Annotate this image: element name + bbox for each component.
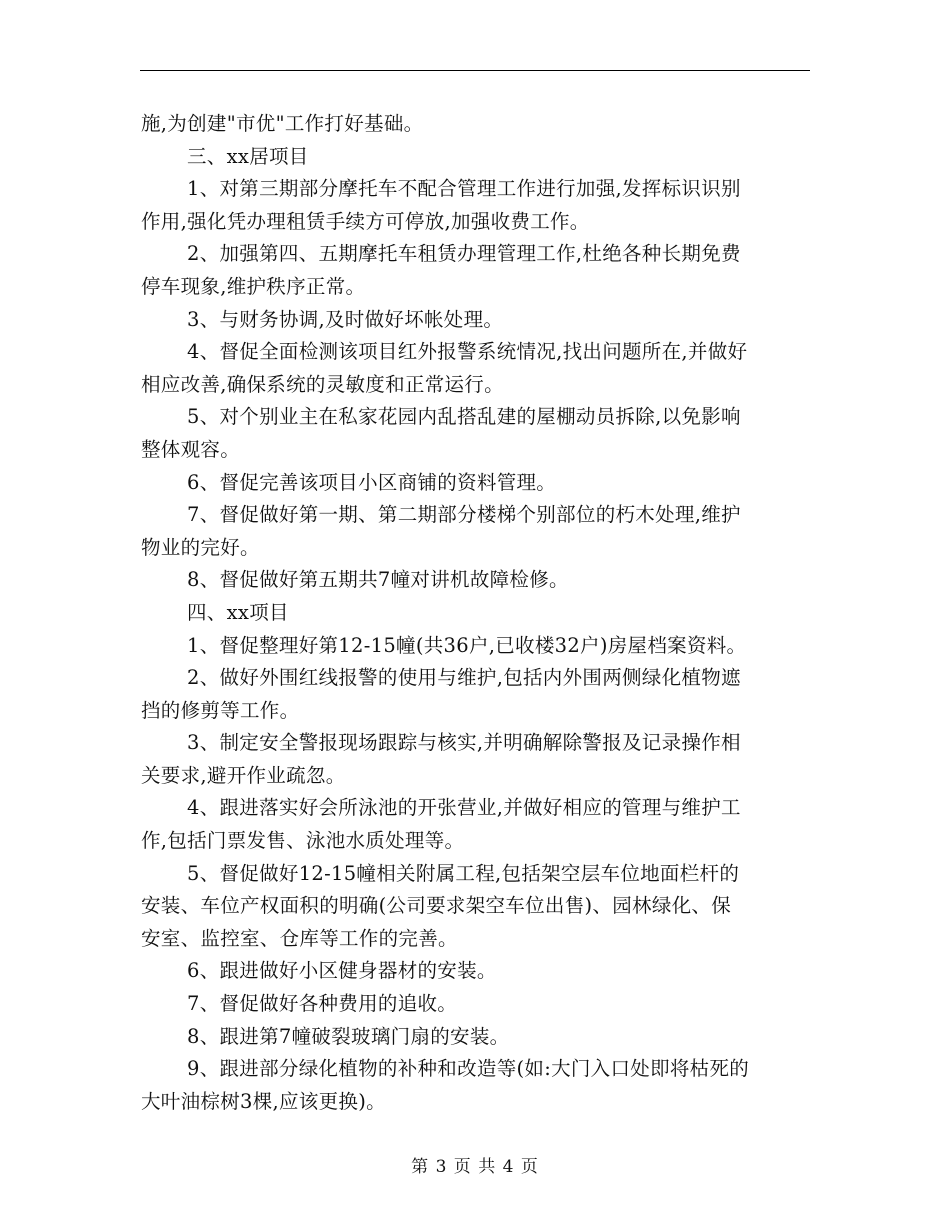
text-line: 7、督促做好第一期、第二期部分楼梯个别部位的朽木处理,维护	[187, 503, 741, 527]
text-line: 四、xx项目	[187, 600, 289, 624]
text-line: 6、督促完善该项目小区商铺的资料管理。	[187, 470, 557, 494]
text-line: 安装、车位产权面积的明确(公司要求架空车位出售)、园林绿化、保	[141, 894, 732, 918]
text-line: 停车现象,维护秩序正常。	[141, 274, 366, 298]
page-footer: 第 3 页 共 4 页	[411, 1157, 539, 1177]
text-line: 安室、监控室、仓库等工作的完善。	[141, 926, 458, 950]
text-line: 1、对第三期部分摩托车不配合管理工作进行加强,发挥标识识别	[187, 177, 741, 201]
text-line: 7、督促做好各种费用的追收。	[187, 992, 458, 1016]
text-line: 9、跟进部分绿化植物的补种和改造等(如:大门入口处即将枯死的	[187, 1057, 750, 1081]
text-line: 整体观容。	[141, 437, 241, 461]
text-line: 5、对个别业主在私家花园内乱搭乱建的屋棚动员拆除,以免影响	[187, 405, 741, 429]
text-line: 关要求,避开作业疏忽。	[141, 763, 346, 787]
text-line: 作用,强化凭办理租赁手续方可停放,加强收费工作。	[141, 209, 590, 233]
text-line: 物业的完好。	[141, 535, 260, 559]
text-line: 8、跟进第7幢破裂玻璃门扇的安装。	[187, 1024, 510, 1048]
text-line: 施,为创建"市优"工作打好基础。	[141, 112, 424, 135]
text-line: 1、督促整理好第12-15幢(共36户,已收楼32户)房屋档案资料。	[187, 633, 747, 657]
text-line: 8、督促做好第五期共7幢对讲机故障检修。	[187, 568, 569, 592]
text-line: 5、督促做好12-15幢相关附属工程,包括架空层车位地面栏杆的	[187, 861, 740, 885]
header-rule	[140, 70, 810, 71]
text-line: 大叶油棕树3棵,应该更换)。	[141, 1089, 386, 1113]
text-line: 相应改善,确保系统的灵敏度和正常运行。	[141, 372, 504, 396]
text-line: 6、跟进做好小区健身器材的安装。	[187, 959, 497, 983]
text-line: 4、督促全面检测该项目红外报警系统情况,找出问题所在,并做好	[187, 340, 748, 364]
text-line: 2、做好外围红线报警的使用与维护,包括内外围两侧绿化植物遮	[187, 666, 741, 690]
text-line: 3、与财务协调,及时做好坏帐处理。	[187, 307, 504, 331]
text-line: 挡的修剪等工作。	[141, 698, 300, 722]
text-line: 三、xx居项目	[187, 144, 309, 168]
text-line: 2、加强第四、五期摩托车租赁办理管理工作,杜绝各种长期免费	[187, 242, 741, 266]
text-line: 作,包括门票发售、泳池水质处理等。	[141, 829, 465, 853]
document-body	[141, 108, 813, 1118]
text-line: 4、跟进落实好会所泳池的开张营业,并做好相应的管理与维护工	[187, 796, 741, 820]
text-line: 3、制定安全警报现场跟踪与核实,并明确解除警报及记录操作相	[187, 731, 741, 755]
